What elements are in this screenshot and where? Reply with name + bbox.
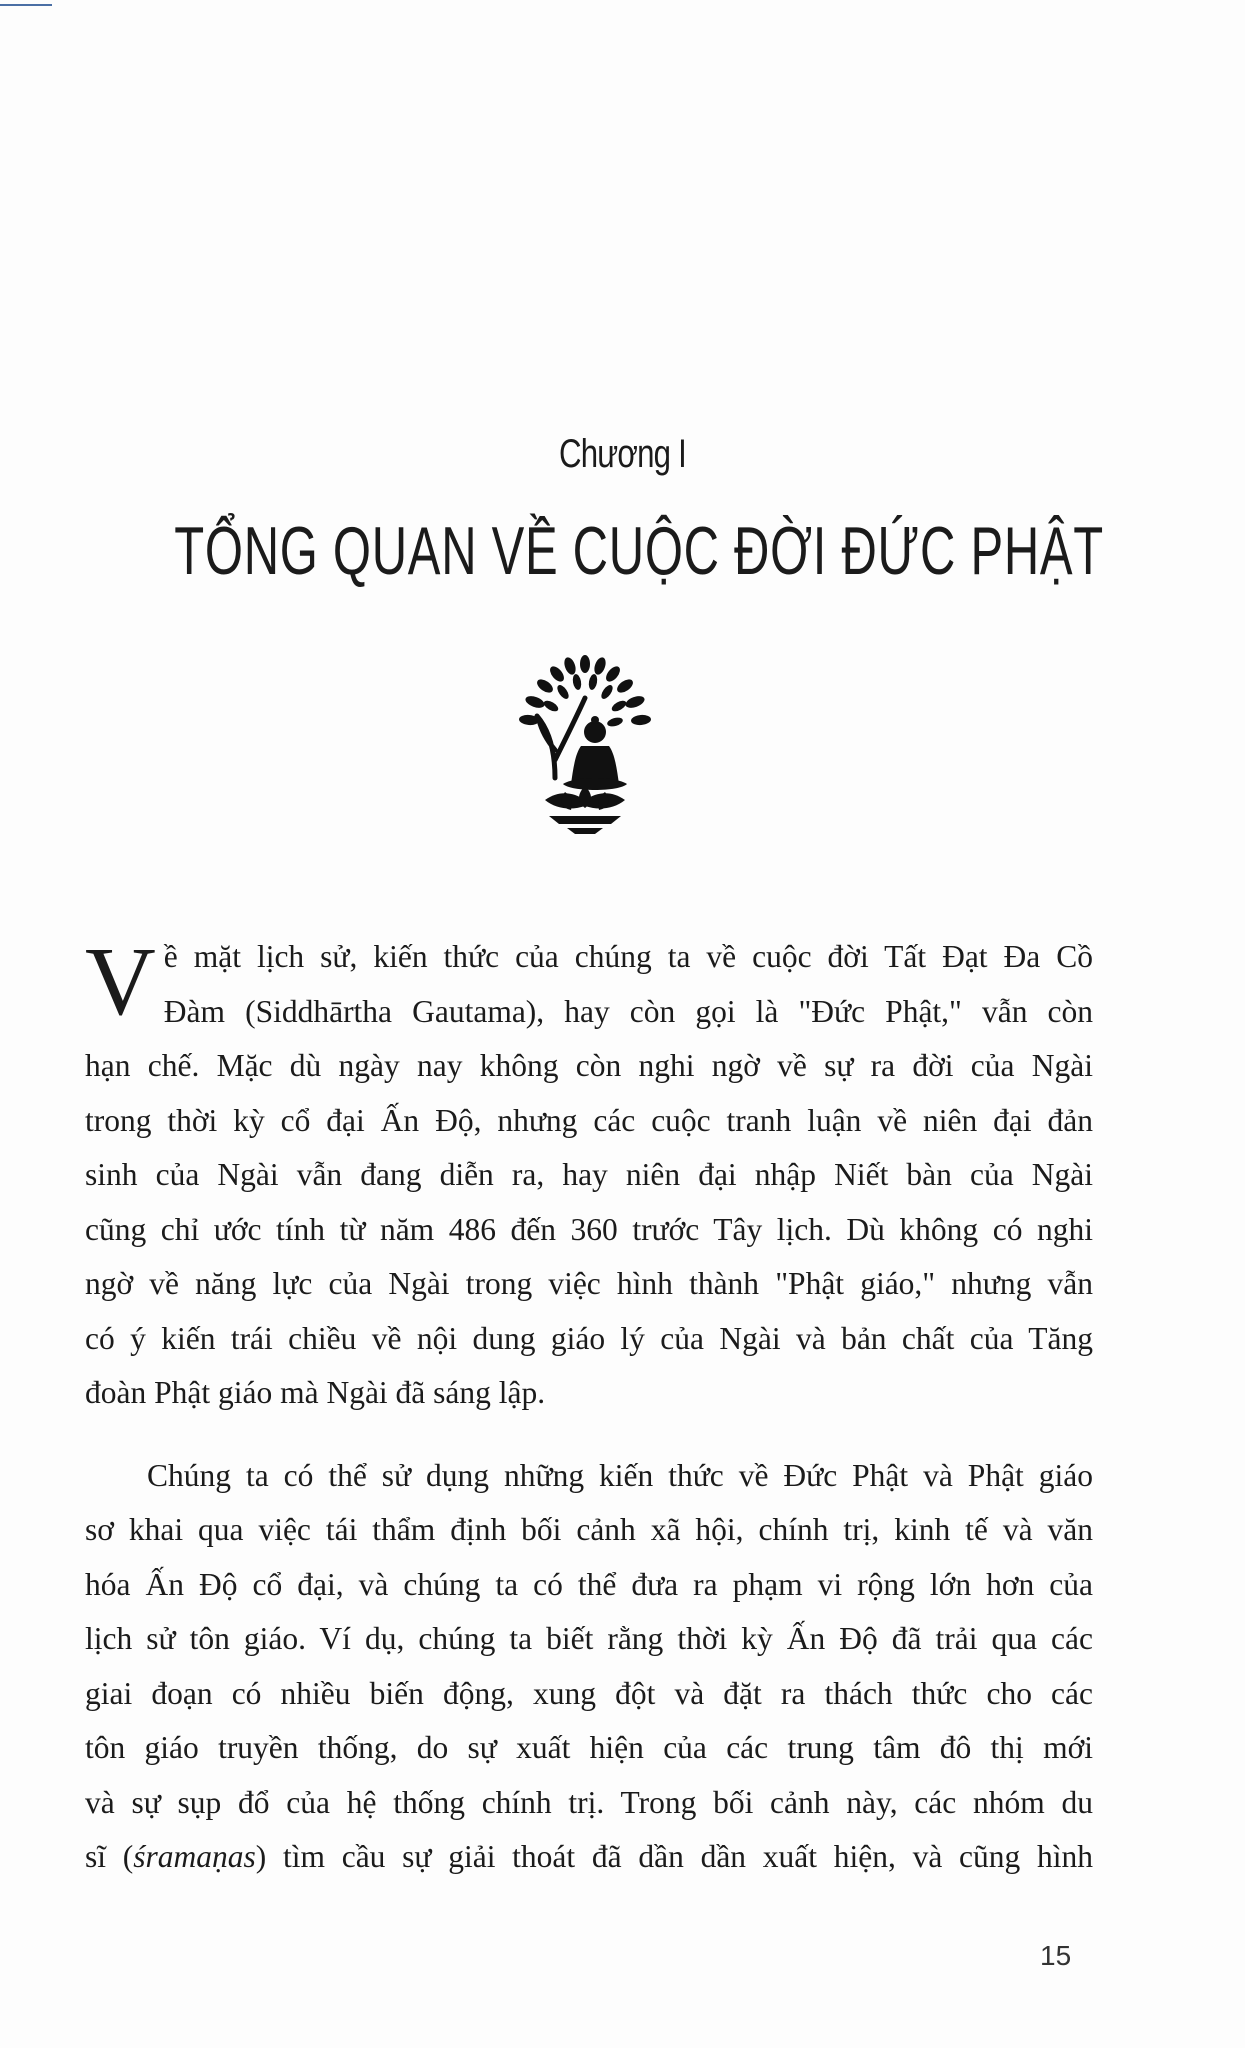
text-line bbox=[85, 1830, 1093, 1885]
text-line: sơ khai qua việc tái thẩm định bối cảnh xã hội, chính trị, kinh tế và văn bbox=[85, 1512, 1093, 1547]
paragraph-2 bbox=[85, 1449, 1093, 1885]
text-segment: sĩ ( bbox=[85, 1839, 134, 1874]
text-line: trong thời kỳ cổ đại Ấn Độ, nhưng các cuộc tranh luận về niên đại đản bbox=[85, 1102, 1093, 1138]
text-line: lịch sử tôn giáo. Ví dụ, chúng ta biết rằng thời kỳ Ấn Độ đã trải qua các bbox=[85, 1621, 1093, 1656]
text-line: Chúng ta có thể sử dụng những kiến thức về Đức Phật và Phật giáo bbox=[147, 1457, 1093, 1493]
text-line: đoàn Phật giáo mà Ngài đã sáng lập. bbox=[85, 1375, 546, 1410]
text-line: hạn chế. Mặc dù ngày nay không còn nghi ngờ về sự ra đời của Ngài bbox=[85, 1048, 1093, 1083]
text-line: và sự sụp đổ của hệ thống chính trị. Trong bối cảnh này, các nhóm du bbox=[85, 1784, 1093, 1820]
text-line: ề mặt lịch sử, kiến thức của chúng ta về cuộc đời Tất Đạt Đa Cồ bbox=[163, 939, 1093, 974]
text-line: sinh của Ngài vẫn đang diễn ra, hay niên đại nhập Niết bàn của Ngài bbox=[85, 1157, 1093, 1192]
text-line: tôn giáo truyền thống, do sự xuất hiện của các trung tâm đô thị mới bbox=[85, 1730, 1093, 1765]
text-line: có ý kiến trái chiều về nội dung giáo lý của Ngài và bản chất của Tăng bbox=[85, 1320, 1093, 1356]
chapter-title: TỔNG QUAN VỀ CUỘC ĐỜI ĐỨC PHẬT bbox=[174, 513, 1104, 589]
text-segment: ) tìm cầu sự giải thoát đã dần dần xuất hiện, và cũng hình bbox=[255, 1839, 1093, 1874]
text-line: ngờ về năng lực của Ngài trong việc hình thành "Phật giáo," nhưng vẫn bbox=[85, 1266, 1093, 1301]
text-line: cũng chỉ ước tính từ năm 486 đến 360 trước Tây lịch. Dù không có nghi bbox=[85, 1211, 1093, 1247]
chapter-label: Chương I bbox=[558, 432, 687, 476]
text-line: giai đoạn có nhiều biến động, xung đột và đặt ra thách thức cho các bbox=[85, 1675, 1093, 1711]
scan-edge-mark bbox=[0, 4, 52, 6]
page-number: 15 bbox=[1040, 1940, 1072, 1971]
italic-term: śramaṇas bbox=[133, 1839, 256, 1874]
text-line: hóa Ấn Độ cổ đại, và chúng ta có thể đưa ra phạm vi rộng lớn hơn của bbox=[85, 1566, 1093, 1602]
text-line: Đàm (Siddhārtha Gautama), hay còn gọi là "Đức Phật," vẫn còn bbox=[163, 993, 1093, 1029]
drop-cap: V bbox=[85, 928, 156, 1036]
body-text bbox=[85, 930, 1093, 1885]
buddha-under-bodhi-tree-icon bbox=[515, 650, 655, 836]
paragraph-1 bbox=[85, 930, 1093, 1421]
